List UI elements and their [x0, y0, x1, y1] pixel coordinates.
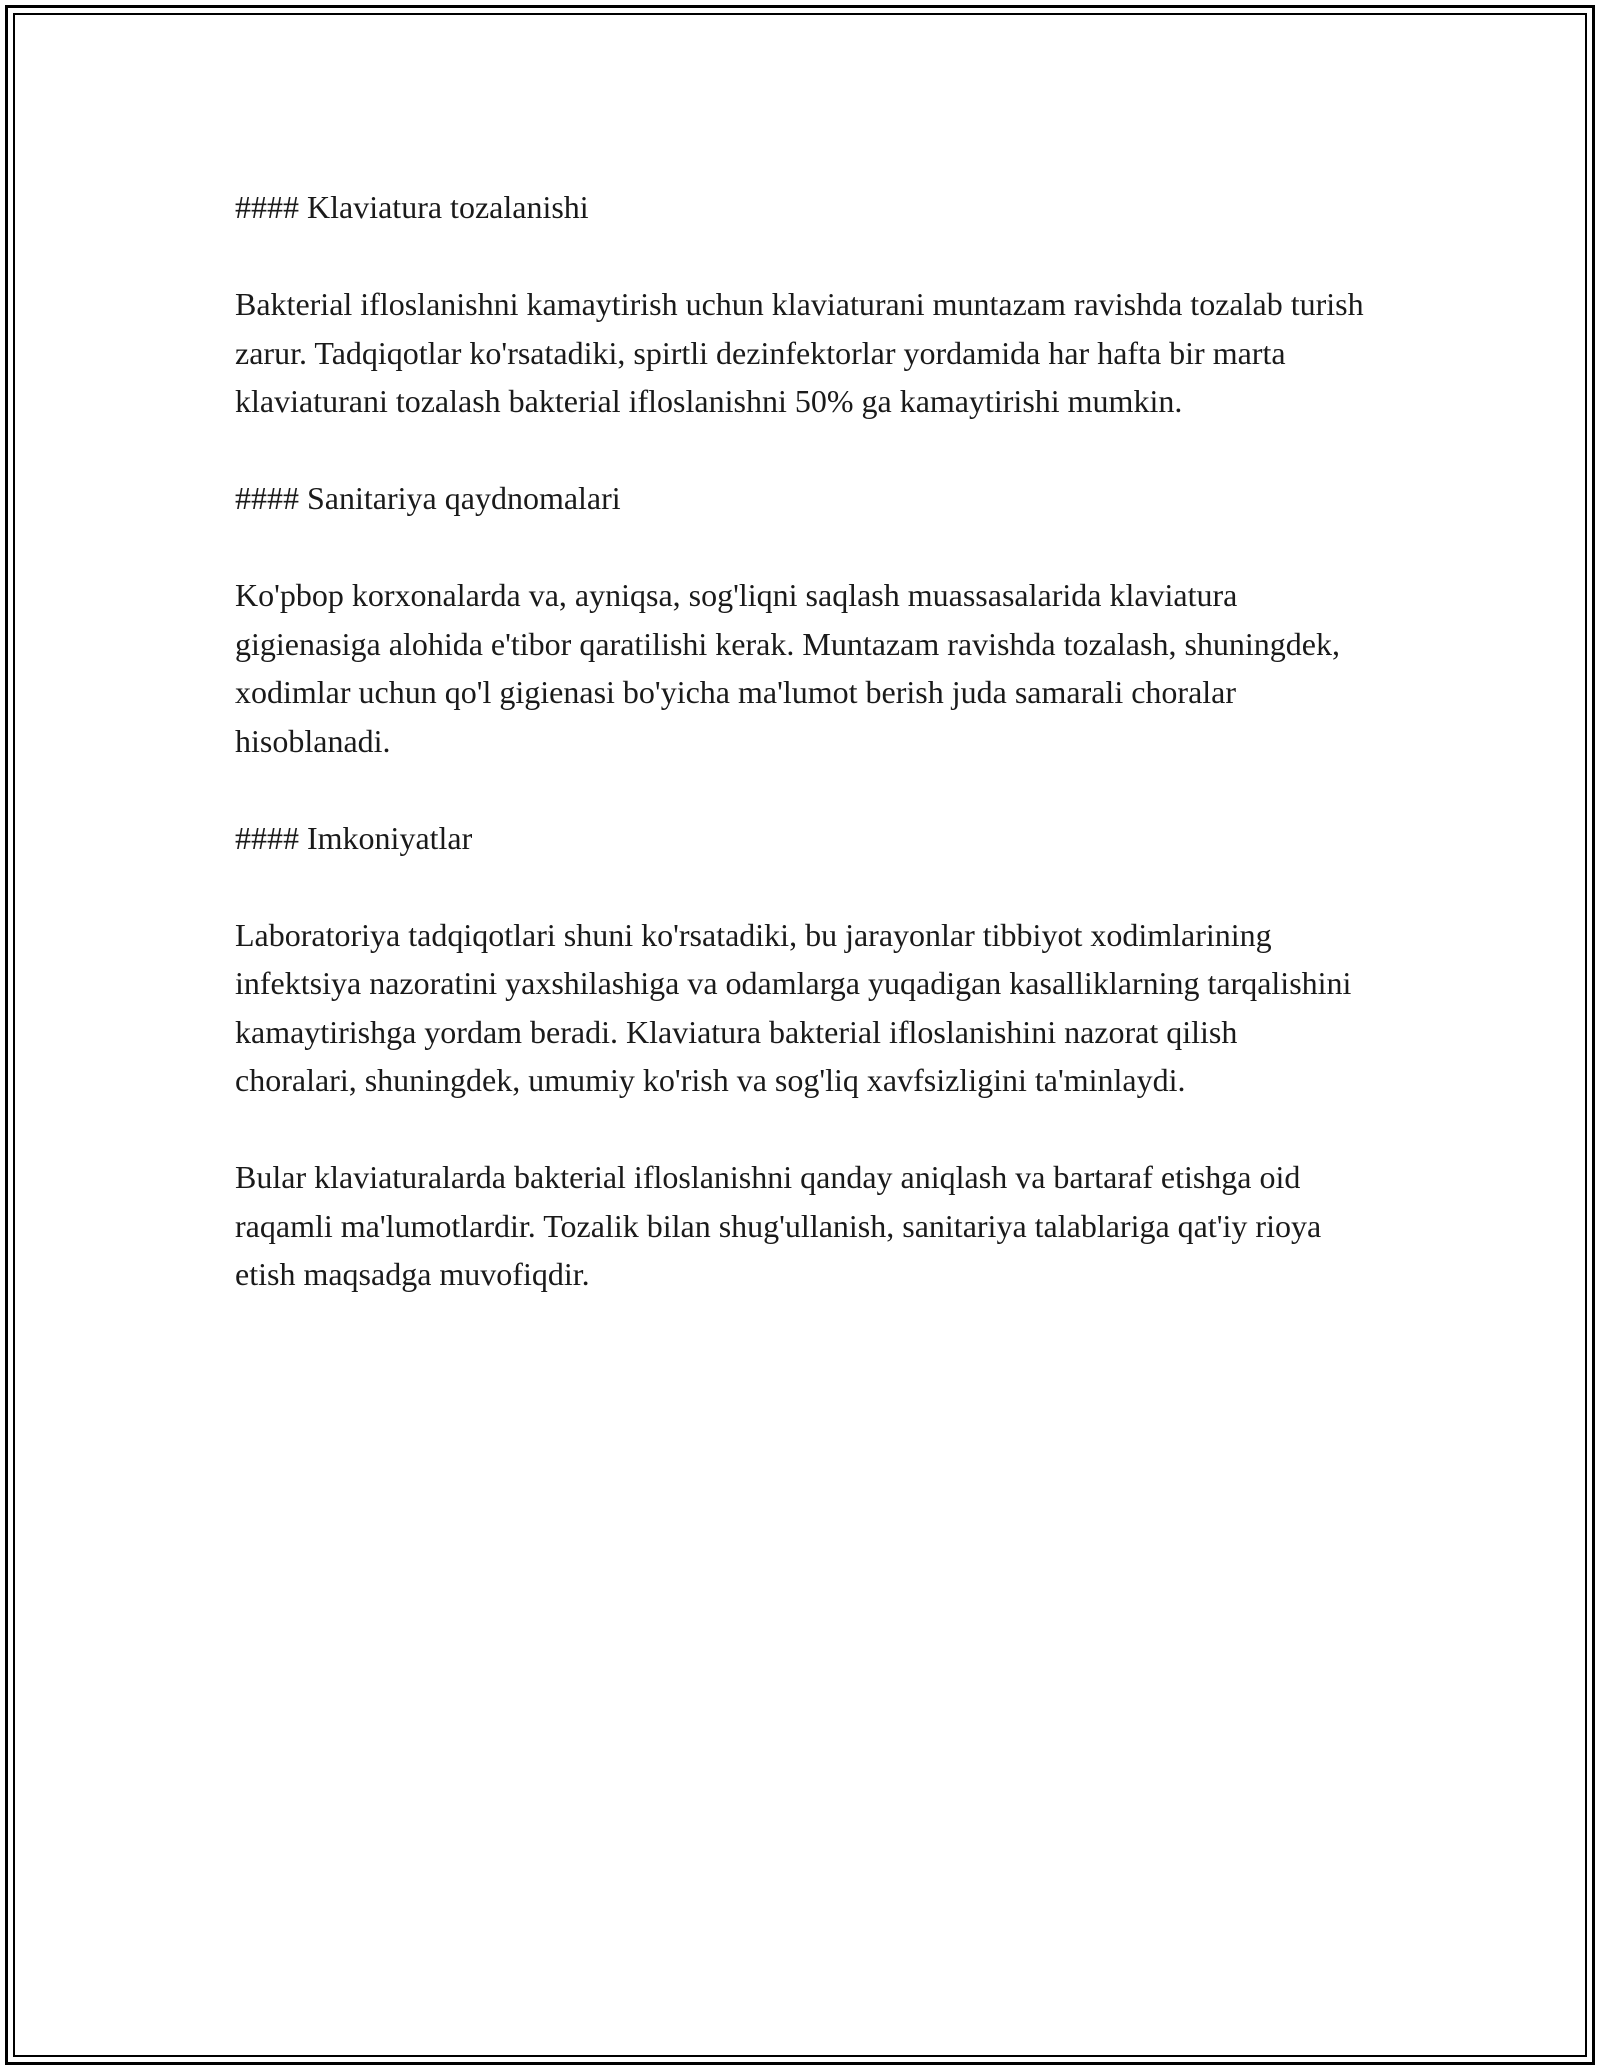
section-paragraph-opportunities: Laboratoriya tadqiqotlari shuni ko'rsatadiki, bu jarayonlar tibbiyot xodimlarining infektsiya nazoratini yaxshilashiga va odamlarga yuqadigan kasalliklarning tarqalishini kamaytirishga yordam beradi. Klaviatura bakterial ifloslanishini nazorat qilish choralari, shuningdek, umumiy ko'rish va sog'liq xavfsizligini ta'minlaydi.: [235, 916, 1352, 1098]
document-body: [235, 183, 1365, 1347]
section-heading-opportunities: #### Imkoniyatlar: [235, 819, 473, 856]
section-heading-keyboard-cleaning: #### Klaviatura tozalanishi: [235, 189, 589, 225]
section-paragraph-keyboard-cleaning: Bakterial ifloslanishni kamaytirish uchun klaviaturani muntazam ravishda tozalab turish zarur. Tadqiqotlar ko'rsatadiki, spirtli dezinfektorlar yordamida har hafta bir marta klaviaturani tozalash bakterial ifloslanishni 50% ga kamaytirishi mumkin.: [235, 286, 1364, 419]
section-heading-sanitary-records: #### Sanitariya qaydnomalari: [235, 480, 621, 516]
closing-paragraph: Bular klaviaturalarda bakterial ifloslanishni qanday aniqlash va bartaraf etishga oid raqamli ma'lumotlardir. Tozalik bilan shug'ullanish, sanitariya talablariga qat'iy rioya etish maqsadga muvofiqdir.: [235, 1159, 1322, 1292]
section-paragraph-sanitary-records: Ko'pbop korxonalarda va, ayniqsa, sog'liqni saqlash muassasalarida klaviatura gigienasiga alohida e'tibor qaratilishi kerak. Muntazam ravishda tozalash, shuningdek, xodimlar uchun qo'l gigienasi bo'yicha ma'lumot berish juda samarali choralar hisoblanadi.: [235, 577, 1340, 759]
